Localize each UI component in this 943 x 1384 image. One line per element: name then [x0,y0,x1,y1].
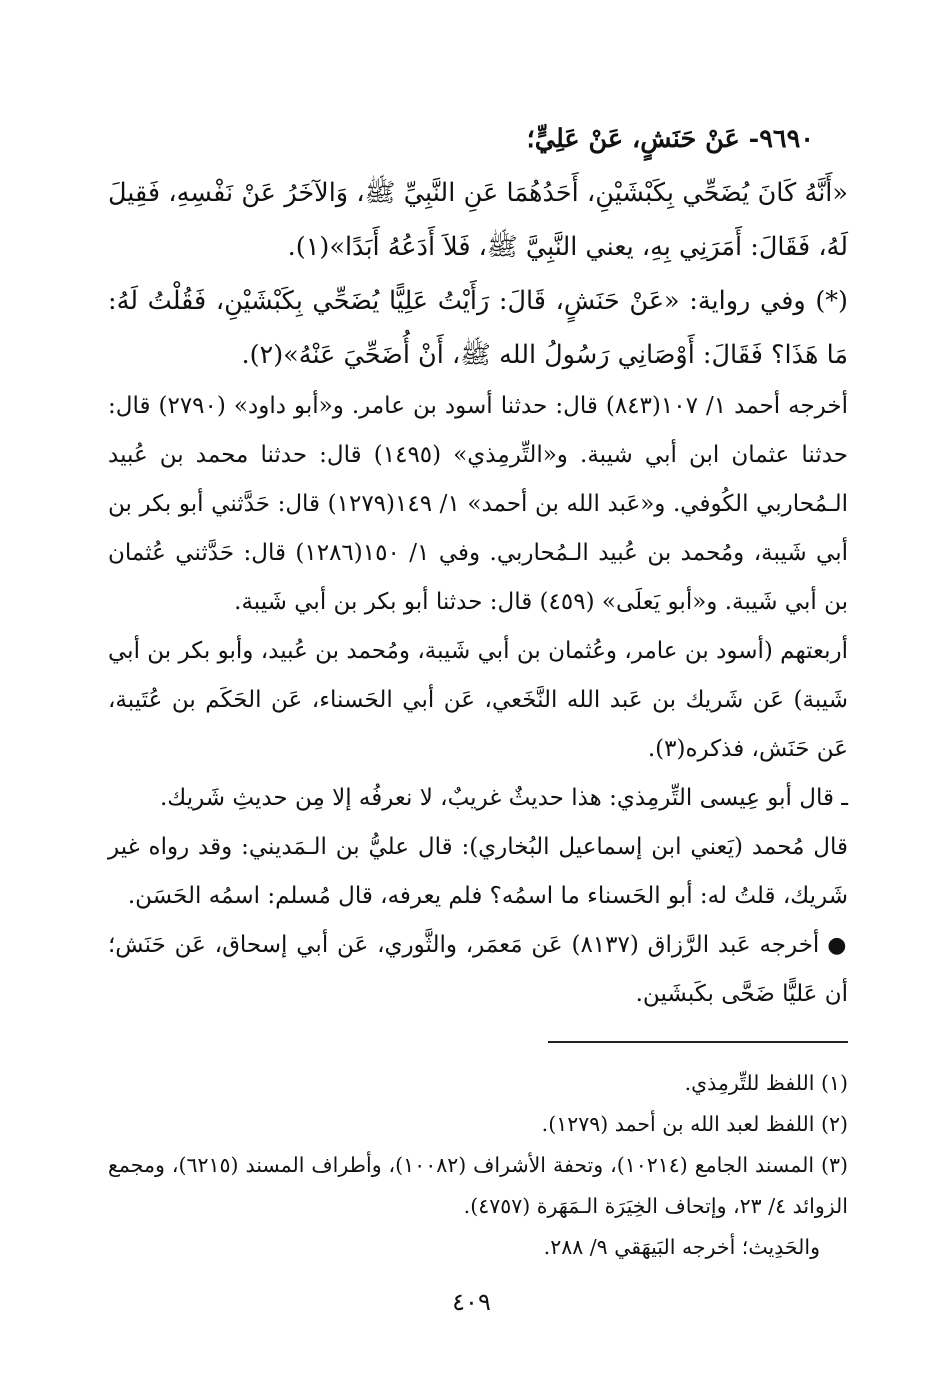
page-number: ٤٠٩ [452,1288,491,1316]
main-text [108,112,848,1019]
footnote-2: (٢) اللفظ لعبد الله بن أحمد (١٢٧٩). [541,1112,848,1136]
footnote-3: (٣) المسند الجامع (١٠٢١٤)، وتحفة الأشراف (١٠٠٨٢)، وأطراف المسند (٦٢١٥)، ومجمع الزوائد ٤/ ٢٣، وإتحاف الخِيَرَة الـمَهَرة (٤٧٥٧). [108,1153,849,1218]
tirmidhi-comment: ـ قال أبو عِيسى التِّرمِذي: هذا حديثٌ غريبٌ، لا نعرفُه إلا مِن حديثِ شَريك. [160,785,848,811]
footnote-3-continuation: والحَدِيث؛ أخرجه البَيهَقي ٩/ ٢٨٨. [543,1235,820,1259]
page-body [108,112,848,1268]
hadith-heading: ٩٦٩٠- عَنْ حَنَشٍ، عَنْ عَلِيٍّ؛ [526,124,814,154]
footnote-divider [548,1041,848,1043]
footnotes [108,1063,848,1268]
hadith-text: «أَنَّهُ كَانَ يُضَحِّي بِكَبْشَيْنِ، أَحَدُهُمَا عَنِ النَّبِيِّ ﷺ، وَالآخَرُ عَنْ نَفْسِهِ، فَقِيلَ لَهُ، فَقَالَ: أَمَرَنِي بِهِ، يعني النَّبِيَّ ﷺ، فَلاَ أَدَعُهُ أَبَدًا»(١). [108,178,848,262]
isnad-chain-paragraph: أربعتهم (أسود بن عامر، وعُثمان بن أبي شَيبة، ومُحمد بن عُبيد، وأبو بكر بن أبي شَيبة) عَن شَريك بن عَبد الله النَّخَعي، عَن أبي الحَسناء، عَن الحَكَم بن عُتَيبة، عَن حَنَش، فذكره(٣). [108,638,848,762]
abdurrazzaq-paragraph [108,921,848,1019]
bullet-icon: ● [827,933,848,958]
footnote-1: (١) اللفظ للتِّرمِذي. [684,1071,848,1095]
takhrij-paragraph: أخرجه أحمد ١/ ١٠٧(٨٤٣) قال: حدثنا أسود بن عامر. و«أبو داود» (٢٧٩٠) قال: حدثنا عثمان ابن أبي شيبة. و«التِّرمِذي» (١٤٩٥) قال: حدثنا محمد بن عُبيد الـمُحاربي الكُوفي. و«عَبد الله بن أحمد» ١/ ١٤٩(١٢٧٩) قال: حَدَّثني أبو بكر بن أبي شَيبة، ومُحمد بن عُبيد الـمُحاربي. وفي ١/ ١٥٠(١٢٨٦) قال: حَدَّثني عُثمان بن أبي شَيبة. و«أبو يَعلَى» (٤٥٩) قال: حدثنا أبو بكر بن أبي شَيبة. [108,393,849,615]
variant-narration: (*) وفي رواية: «عَنْ حَنَشٍ، قَالَ: رَأَيْتُ عَلِيًّا يُضَحِّي بِكَبْشَيْنِ، فَقُلْتُ لَهُ: مَا هَذَا؟ فَقَالَ: أَوْصَانِي رَسُولُ الله ﷺ، أَنْ أُضَحِّيَ عَنْهُ»(٢). [108,286,848,370]
bukhari-comment: قال مُحمد (يَعني ابن إسماعيل البُخاري): قال عليُّ بن الـمَديني: وقد رواه غير شَريك، قلتُ له: أبو الحَسناء ما اسمُه؟ فلم يعرفه، قال مُسلم: اسمُه الحَسَن. [108,834,848,909]
abdurrazzaq-text: أخرجه عَبد الرَّزاق (٨١٣٧) عَن مَعمَر، والثَّوري، عَن أبي إسحاق، عَن حَنَش؛ أن عَليًّا ضَحَّى بكَبشَين. [108,932,848,1007]
